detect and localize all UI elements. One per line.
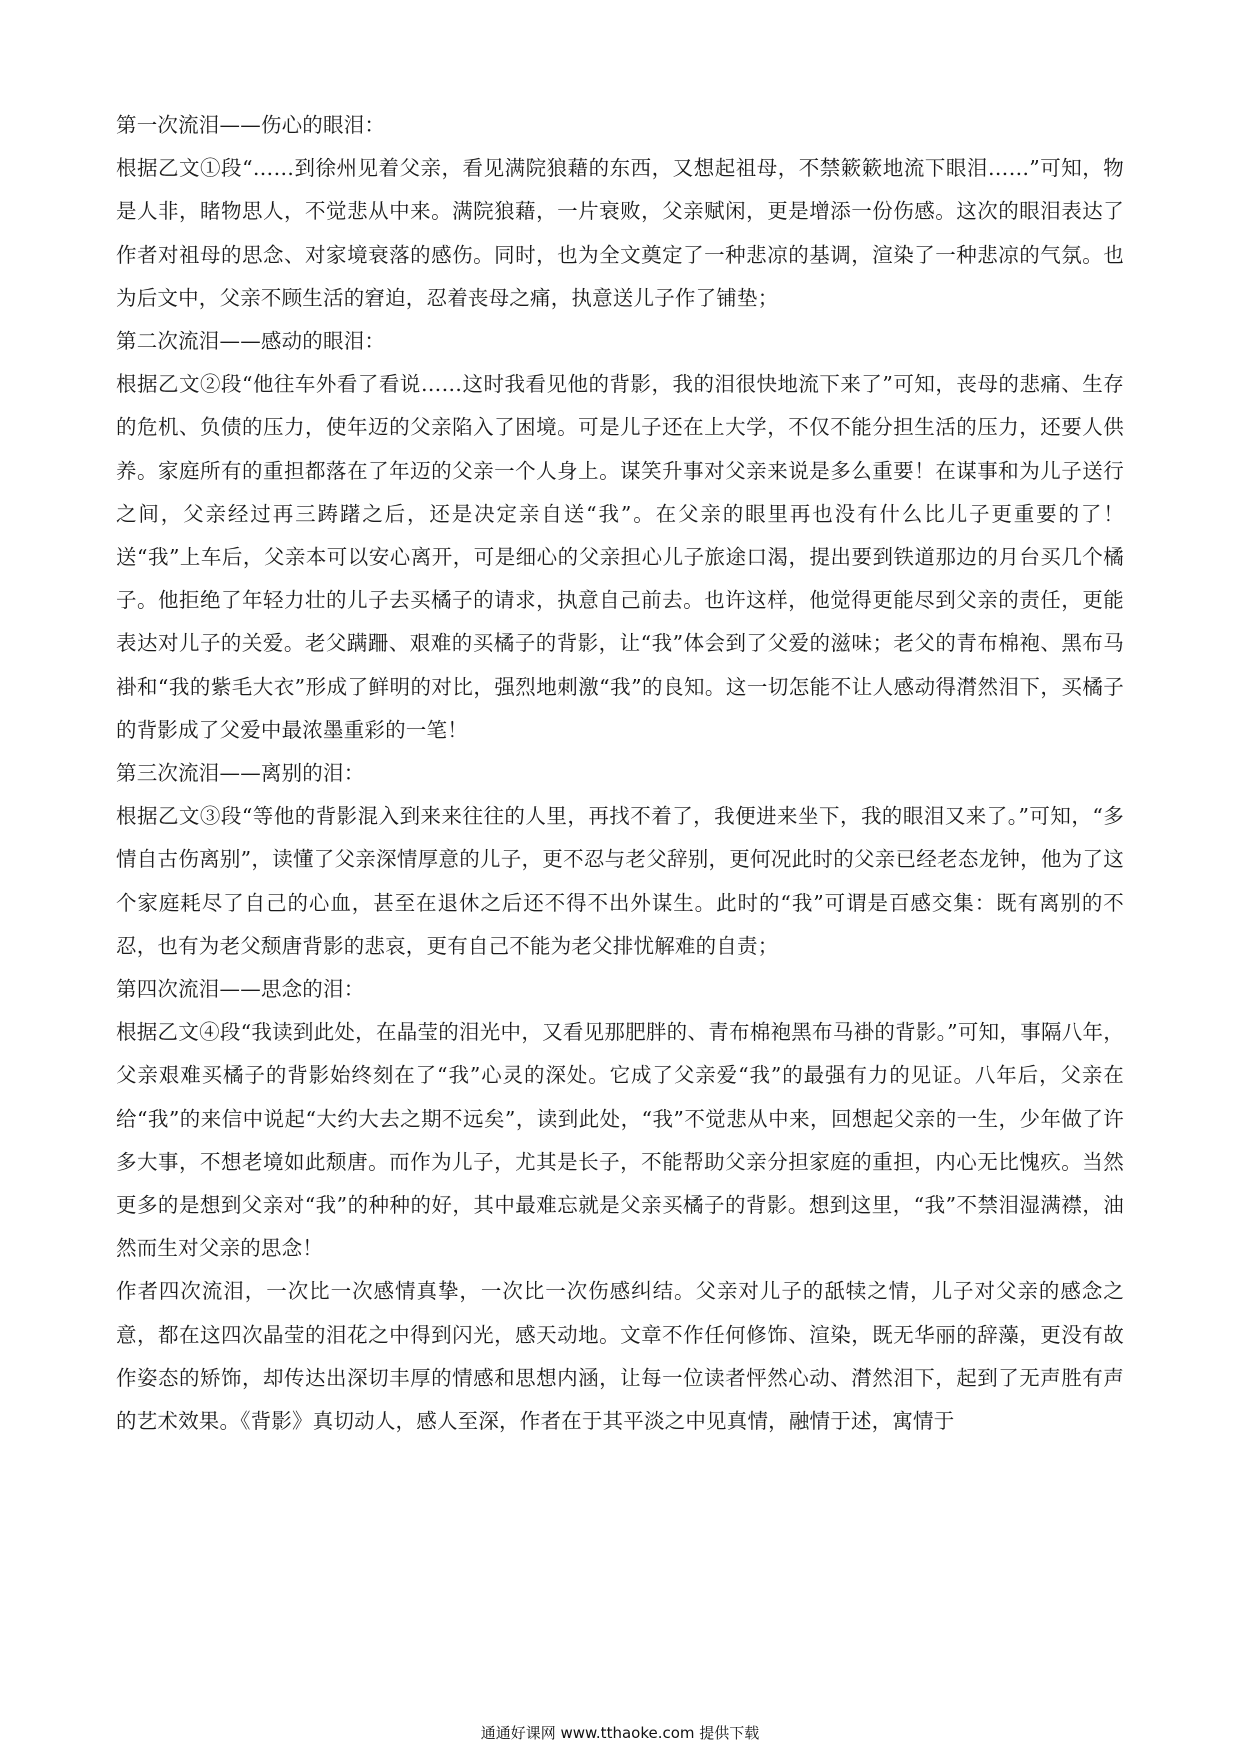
- page-footer: 通通好课网 www.tthaoke.com 提供下载: [480, 1724, 760, 1742]
- paragraph-third-tears: 根据乙文③段“等他的背影混入到来来往往的人里，再找不着了，我便进来坐下，我的眼泪又来了。”可知，“多情自古伤离别”，读懂了父亲深情厚意的儿子，更不忍与老父辞别，更何况此时的父亲已经老态龙钟，他为了这个家庭耗尽了自己的心血，甚至在退休之后还不得不出外谋生。此时的“我”可谓是百感交集：既有离别的不忍，也有为老父颓唐背影的悲哀，更有自己不能为老父排忧解难的自责；: [116, 804, 1124, 958]
- heading-second-tears: 第二次流泪——感动的眼泪：: [116, 329, 386, 354]
- paragraph-second-tears: 根据乙文②段“他往车外看了看说……这时我看见他的背影，我的泪很快地流下来了”可知，丧母的悲痛、生存的危机、负债的压力，使年迈的父亲陷入了困境。可是儿子还在上大学，不仅不能分担生活的压力，还要人供养。家庭所有的重担都落在了年迈的父亲一个人身上。谋笑升事对父亲来说是多么重要！在谋事和为儿子送行之间，父亲经过再三踌躇之后，还是决定亲自送“我”。在父亲的眼里再也没有什么比儿子更重要的了！送“我”上车后，父亲本可以安心离开，可是细心的父亲担心儿子旅途口渴，提出要到铁道那边的月台买几个橘子。他拒绝了年轻力壮的儿子去买橘子的请求，执意自己前去。也许这样，他觉得更能尽到父亲的责任，更能表达对儿子的关爱。老父蹒跚、艰难的买橘子的背影，让“我”体会到了父爱的滋味；老父的青布棉袍、黑布马褂和“我的紫毛大衣”形成了鲜明的对比，强烈地刺激“我”的良知。这一切怎能不让人感动得潸然泪下，买橘子的背影成了父爱中最浓墨重彩的一笔！: [116, 372, 1124, 742]
- paragraph-fourth-tears: 根据乙文④段“我读到此处，在晶莹的泪光中，又看见那肥胖的、青布棉袍黑布马褂的背影。”可知，事隔八年，父亲艰难买橘子的背影始终刻在了“我”心灵的深处。它成了父亲爱“我”的最强有力的见证。八年后，父亲在给“我”的来信中说起“大约大去之期不远矣”，读到此处，“我”不觉悲从中来，回想起父亲的一生，少年做了许多大事，不想老境如此颓唐。而作为儿子，尤其是长子，不能帮助父亲分担家庭的重担，内心无比愧疚。当然更多的是想到父亲对“我”的种种的好，其中最难忘就是父亲买橘子的背影。想到这里，“我”不禁泪湿满襟，油然而生对父亲的思念！: [116, 1020, 1124, 1261]
- heading-fourth-tears: 第四次流泪——思念的泪：: [116, 977, 365, 1002]
- paragraph-first-tears: 根据乙文①段“……到徐州见着父亲，看见满院狼藉的东西，又想起祖母，不禁簌簌地流下眼泪……”可知，物是人非，睹物思人，不觉悲从中来。满院狼藉，一片衰败，父亲赋闲，更是增添一份伤感。这次的眼泪表达了作者对祖母的思念、对家境衰落的感伤。同时，也为全文奠定了一种悲凉的基调，渲染了一种悲凉的气氛。也为后文中，父亲不顾生活的窘迫，忍着丧母之痛，执意送儿子作了铺垫；: [116, 156, 1124, 310]
- document-body: [116, 104, 1124, 1443]
- heading-third-tears: 第三次流泪——离别的泪：: [116, 761, 365, 786]
- paragraph-summary: 作者四次流泪，一次比一次感情真挚，一次比一次伤感纠结。父亲对儿子的舐犊之情，儿子对父亲的感念之意，都在这四次晶莹的泪花之中得到闪光，感天动地。文章不作任何修饰、渲染，既无华丽的辞藻，更没有故作姿态的矫饰，却传达出深切丰厚的情感和思想内涵，让每一位读者怦然心动、潸然泪下，起到了无声胜有声的艺术效果。《背影》真切动人，感人至深，作者在于其平淡之中见真情，融情于述，寓情于: [116, 1279, 1124, 1434]
- heading-first-tears: 第一次流泪——伤心的眼泪：: [116, 113, 386, 137]
